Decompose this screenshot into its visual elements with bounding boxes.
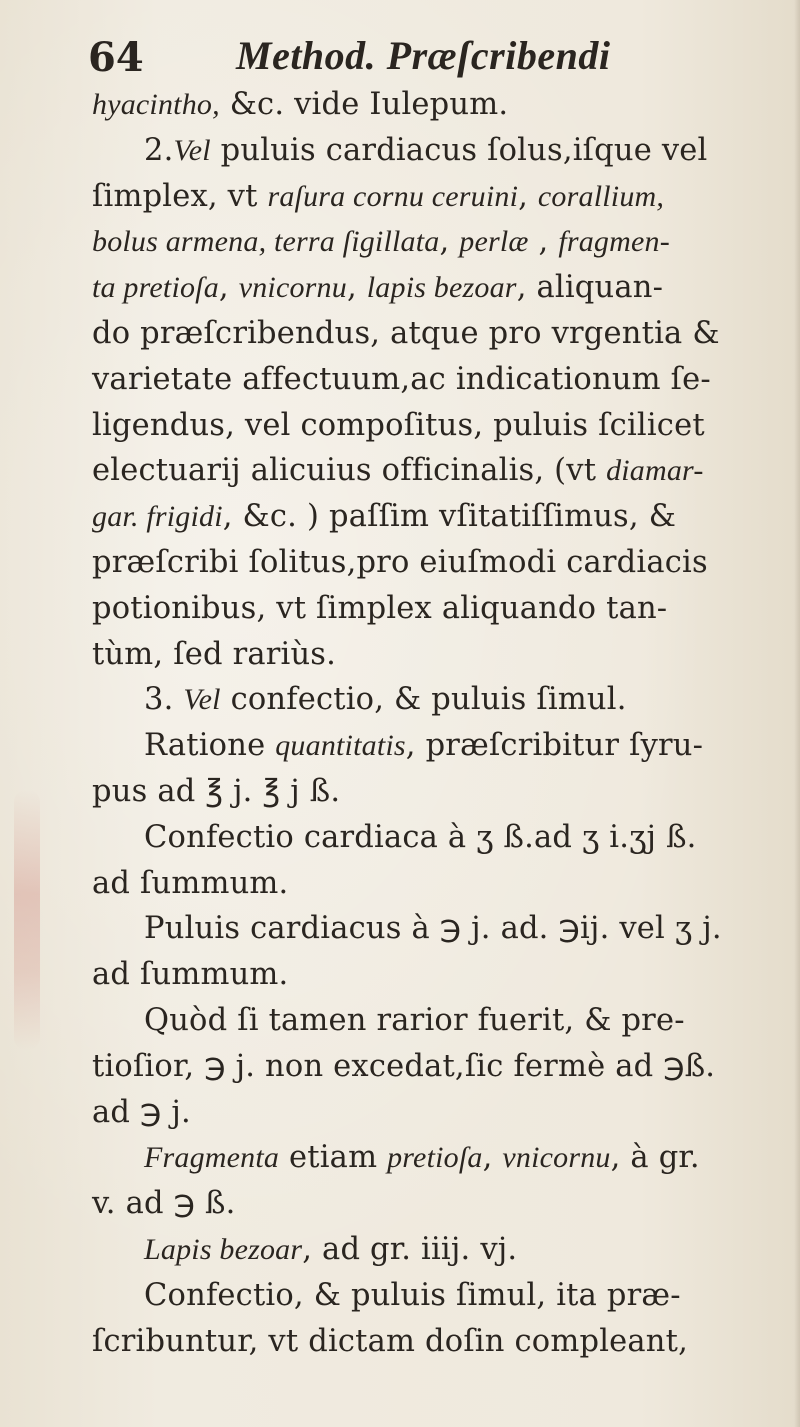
text-segment: Ratione (144, 728, 276, 764)
text-segment: ligendus, vel compoſitus, puluis ſcilicet (92, 407, 705, 443)
italic-segment: diamar- (606, 454, 704, 488)
page-stain (14, 790, 40, 1050)
italic-segment: hyacintho, (92, 88, 220, 121)
italic-segment: raſura cornu ceruini (267, 179, 519, 213)
text-segment: ad ſummum. (92, 865, 289, 901)
text-line (92, 1135, 796, 1181)
text-line (92, 1181, 796, 1227)
text-segment: Quòd ſi tamen rarior fuerit, & pre- (144, 1002, 685, 1038)
text-line (92, 357, 796, 403)
text-segment: do præſcribendus, atque pro vrgentia & (92, 315, 720, 351)
text-segment: , à gr. (610, 1140, 700, 1176)
text-segment: varietate affectuum,ac indicationum ſe- (92, 361, 711, 397)
text-segment: , (346, 270, 367, 306)
italic-segment: Lapis bezoar (144, 1232, 303, 1266)
text-segment: , præſcribitur ſyru- (405, 728, 704, 764)
italic-segment: vnicornu (238, 271, 347, 305)
text-segment: tioſior, ℈ j. non excedat,ſic fermè ad ℈ß. (92, 1048, 716, 1084)
italic-segment: Vel (173, 133, 211, 167)
italic-segment: quantitatis (275, 729, 406, 763)
text-line (92, 265, 796, 311)
text-line (92, 677, 796, 723)
text-line (92, 1090, 796, 1136)
text-line (92, 586, 796, 632)
text-line (92, 403, 796, 449)
italic-segment: gar. frigidi (92, 500, 223, 534)
text-line (92, 906, 796, 952)
text-segment: Confectio, & puluis ſimul, ita præ- (144, 1277, 681, 1313)
text-segment: electuarij alicuius officinalis, (vt (92, 453, 607, 489)
page-number: 64 (88, 34, 144, 81)
text-segment: , (528, 224, 559, 260)
text-line (92, 1044, 796, 1090)
text-segment: confectio, & puluis ſimul. (220, 682, 627, 718)
text-segment: , (482, 1140, 503, 1176)
text-segment: &c. vide Iulepum. (219, 87, 509, 122)
italic-segment: fragmen- (558, 225, 670, 259)
text-segment: tùm, ſed rariùs. (92, 636, 337, 672)
text-segment: Puluis cardiacus à ℈ j. ad. ℈ij. vel ʒ j. (144, 911, 722, 947)
text-segment: ad ℈ j. (92, 1094, 191, 1130)
text-segment: 2. (144, 132, 174, 168)
text-segment: præſcribi ſolitus,pro eiuſmodi cardiacis (92, 544, 708, 580)
text-line (92, 952, 796, 998)
italic-segment: bolus armena, terra ſigillata (92, 225, 440, 259)
text-segment: ſcribuntur, vt dictam doſin compleant, (92, 1323, 688, 1359)
text-line (92, 174, 796, 220)
italic-segment: vnicornu (502, 1141, 611, 1175)
text-line (92, 494, 796, 540)
italic-segment: perlæ (459, 225, 529, 259)
italic-segment: lapis bezoar (366, 271, 517, 305)
text-segment: etiam (279, 1140, 388, 1176)
text-segment: , aliquan- (516, 270, 664, 306)
text-segment: , (518, 178, 538, 214)
italic-segment: ta pretioſa (92, 271, 219, 305)
text-line (92, 128, 796, 174)
italic-segment: Fragmenta (144, 1141, 280, 1175)
text-segment: potionibus, vt ſimplex aliquando tan- (92, 590, 668, 626)
text-segment: ad ſummum. (92, 957, 289, 993)
italic-segment: corallium, (537, 179, 665, 213)
text-line (92, 1273, 796, 1319)
text-line (92, 998, 796, 1044)
text-line (92, 632, 796, 678)
text-line (92, 1319, 796, 1365)
italic-segment: Vel (183, 683, 221, 717)
text-line (92, 861, 796, 907)
text-segment: 3. (144, 682, 184, 718)
text-segment: , ad gr. iiij. vj. (302, 1231, 518, 1267)
page-header (88, 28, 688, 88)
text-segment: pus ad ℥ j. ℥ j ß. (92, 773, 341, 809)
text-line (92, 723, 796, 769)
text-line (92, 219, 796, 265)
text-segment: puluis cardiacus ſolus,iſque vel (210, 132, 708, 168)
italic-segment: pretioſa (387, 1141, 483, 1175)
text-segment: Confectio cardiaca à ʒ ß.ad ʒ i.ʒj ß. (144, 819, 697, 855)
body-text (92, 82, 796, 1364)
text-line (92, 311, 796, 357)
text-line (92, 815, 796, 861)
text-segment: , &c. ) paſſim vſitatiſſimus, & (222, 499, 677, 535)
text-segment: ſimplex, vt (92, 178, 268, 214)
text-segment: , (439, 224, 460, 260)
text-line (92, 1227, 796, 1273)
text-line (92, 448, 796, 494)
text-segment: v. ad ℈ ß. (92, 1186, 236, 1222)
text-line (92, 82, 796, 128)
text-segment: , (218, 270, 239, 306)
text-line (92, 769, 796, 815)
text-line (92, 540, 796, 586)
running-title: Method. Præſcribendi (236, 33, 611, 78)
